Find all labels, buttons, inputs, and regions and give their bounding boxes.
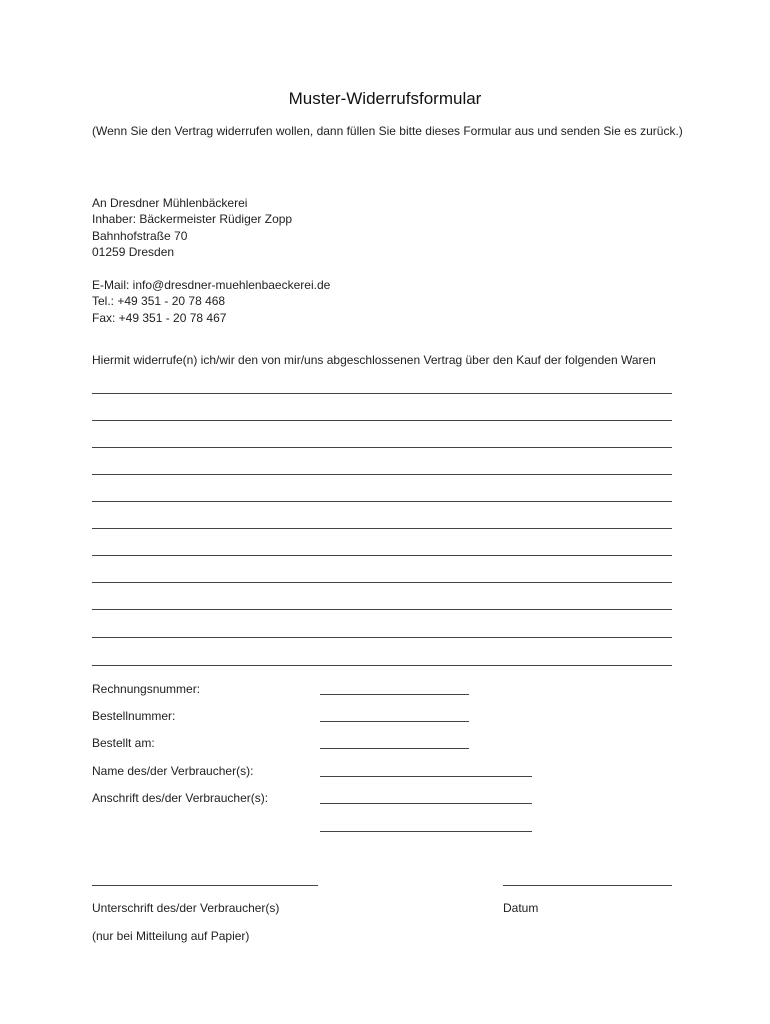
address-line-recipient: An Dresdner Mühlenbäckerei xyxy=(92,196,248,210)
goods-line[interactable] xyxy=(92,420,672,421)
contact-details xyxy=(92,277,330,326)
withdrawal-statement: Hiermit widerrufe(n) ich/wir den von mir/uns abgeschlossenen Vertrag über den Kauf der folgenden Waren xyxy=(92,353,656,367)
order-number-field[interactable] xyxy=(320,721,469,722)
page-title: Muster-Widerrufsformular xyxy=(288,89,482,108)
goods-line[interactable] xyxy=(92,582,672,583)
consumer-name-field[interactable] xyxy=(320,776,532,777)
ordered-on-label: Bestellt am: xyxy=(92,736,155,750)
goods-line[interactable] xyxy=(92,501,672,502)
goods-line[interactable] xyxy=(92,665,672,666)
invoice-number-field[interactable] xyxy=(320,694,469,695)
goods-line[interactable] xyxy=(92,474,672,475)
invoice-number-label: Rechnungsnummer: xyxy=(92,682,201,696)
date-line[interactable] xyxy=(503,885,672,886)
consumer-address-field-2[interactable] xyxy=(320,831,532,832)
order-number-label: Bestellnummer: xyxy=(92,709,176,723)
goods-line[interactable] xyxy=(92,637,672,638)
contact-phone: Tel.: +49 351 - 20 78 468 xyxy=(92,294,226,309)
goods-line[interactable] xyxy=(92,393,672,394)
address-line-owner: Inhaber: Bäckermeister Rüdiger Zopp xyxy=(92,212,293,227)
goods-line[interactable] xyxy=(92,528,672,529)
address-line-city: 01259 Dresden xyxy=(92,244,175,259)
recipient-address xyxy=(92,195,292,260)
ordered-on-field[interactable] xyxy=(320,748,469,749)
contact-email: E-Mail: info@dresdner-muehlenbaeckerei.de xyxy=(92,278,331,292)
signature-line[interactable] xyxy=(92,885,318,886)
contact-fax: Fax: +49 351 - 20 78 467 xyxy=(92,310,227,325)
date-label: Datum xyxy=(503,901,539,915)
address-line-street: Bahnhofstraße 70 xyxy=(92,228,188,243)
consumer-address-label: Anschrift des/der Verbraucher(s): xyxy=(92,791,269,805)
goods-line[interactable] xyxy=(92,447,672,448)
goods-line[interactable] xyxy=(92,555,672,556)
signature-label: Unterschrift des/der Verbraucher(s) xyxy=(92,901,280,915)
consumer-address-field[interactable] xyxy=(320,803,532,804)
signature-note: (nur bei Mitteilung auf Papier) xyxy=(92,929,250,943)
intro-text: (Wenn Sie den Vertrag widerrufen wollen, dann füllen Sie bitte dieses Formular aus und senden Sie es zurück.) xyxy=(92,124,683,138)
goods-line[interactable] xyxy=(92,609,672,610)
consumer-name-label: Name des/der Verbraucher(s): xyxy=(92,764,254,778)
